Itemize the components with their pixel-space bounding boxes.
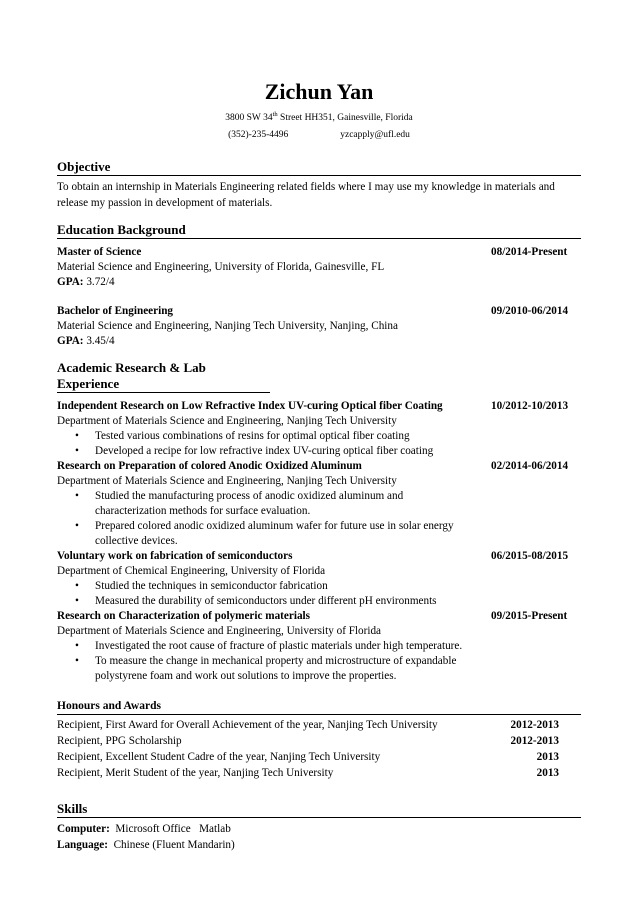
gpa-label: GPA: bbox=[57, 335, 84, 348]
gpa-value: 3.72/4 bbox=[83, 276, 115, 289]
objective-title: Objective bbox=[57, 159, 581, 176]
research-heading: Independent Research on Low Refractive Index UV-curing Optical fiber Coating bbox=[57, 400, 443, 413]
list-item: Recipient, PPG Scholarship 2012-2013 bbox=[57, 735, 559, 748]
research-heading: Research on Preparation of colored Anodic Oxidized Aluminum bbox=[57, 460, 362, 473]
research-dept: Department of Materials Science and Engineering, Nanjing Tech University bbox=[57, 475, 397, 488]
list-item: Recipient, Merit Student of the year, Nanjing Tech University 2013 bbox=[57, 767, 559, 780]
date: 10/2012-10/2013 bbox=[491, 400, 569, 413]
research-dept: Department of Chemical Engineering, University of Florida bbox=[57, 565, 326, 578]
list-item: Recipient, Excellent Student Cadre of the year, Nanjing Tech University 2013 bbox=[57, 751, 559, 764]
candidate-name: Zichun Yan bbox=[264, 79, 374, 104]
degree-detail: Material Science and Engineering, Nanjing Tech University, Nanjing, China bbox=[57, 320, 398, 333]
list-item: • Studied the techniques in semiconductor fabrication bbox=[75, 580, 328, 593]
email: yzcapply@ufl.edu bbox=[340, 130, 410, 141]
list-item: • Studied the manufacturing process of anodic oxidized aluminum and characterization methods for surface evaluation. bbox=[75, 490, 404, 518]
contact-line bbox=[57, 129, 581, 142]
honours-title: Honours and Awards bbox=[57, 698, 581, 715]
research-dept: Department of Materials Science and Engineering, Nanjing Tech University bbox=[57, 415, 397, 428]
skills-language: Language: Chinese (Fluent Mandarin) bbox=[57, 839, 235, 852]
skills-title: Skills bbox=[57, 801, 581, 818]
list-item: • Measured the durability of semiconductors under different pH environments bbox=[75, 595, 437, 608]
education-entry bbox=[57, 304, 581, 349]
address-line: 3800 SW 34th Street HH351, Gainesville, Florida bbox=[225, 111, 413, 124]
research-entry bbox=[57, 459, 581, 549]
research-entry bbox=[57, 399, 581, 459]
honours-list bbox=[57, 717, 581, 781]
list-item: • Tested various combinations of resins for optimal optical fiber coating bbox=[75, 430, 410, 443]
research-entry bbox=[57, 549, 581, 609]
research-title: Academic Research & Lab Experience bbox=[57, 360, 270, 393]
research-heading: Voluntary work on fabrication of semiconductors bbox=[57, 550, 293, 563]
research-heading: Research on Characterization of polymeric materials bbox=[57, 610, 310, 623]
date: 09/2015-Present bbox=[491, 610, 568, 623]
degree-detail: Material Science and Engineering, University of Florida, Gainesville, FL bbox=[57, 261, 385, 274]
date: 06/2015-08/2015 bbox=[491, 550, 569, 563]
list-item: Recipient, First Award for Overall Achievement of the year, Nanjing Tech University 2012-2013 bbox=[57, 719, 559, 732]
objective-text: To obtain an internship in Materials Engineering related fields where I may use my knowledge in materials and release my passion in development of materials. bbox=[57, 181, 555, 210]
date: 09/2010-06/2014 bbox=[491, 305, 569, 318]
gpa-value: 3.45/4 bbox=[83, 335, 115, 348]
list-item: • To measure the change in mechanical property and microstructure of expandable polystyrene foam and work out solutions to improve the properties. bbox=[75, 655, 457, 683]
education-title: Education Background bbox=[57, 222, 581, 239]
education-entry bbox=[57, 245, 581, 290]
gpa-label: GPA: bbox=[57, 276, 84, 289]
list-item: • Prepared colored anodic oxidized aluminum wafer for future use in solar energy collective devices. bbox=[75, 520, 454, 548]
date: 08/2014-Present bbox=[491, 246, 568, 259]
resume-page bbox=[57, 0, 581, 853]
degree: Master of Science bbox=[57, 246, 142, 259]
date: 02/2014-06/2014 bbox=[491, 460, 569, 473]
list-item: • Developed a recipe for low refractive index UV-curing optical fiber coating bbox=[75, 445, 434, 458]
list-item: • Investigated the root cause of fracture of plastic materials under high temperature. bbox=[75, 640, 463, 653]
research-entry bbox=[57, 609, 581, 684]
phone: (352)-235-4496 bbox=[228, 130, 289, 141]
degree: Bachelor of Engineering bbox=[57, 305, 174, 318]
skills-computer: Computer: Microsoft Office Matlab bbox=[57, 823, 231, 836]
research-dept: Department of Materials Science and Engineering, University of Florida bbox=[57, 625, 382, 638]
